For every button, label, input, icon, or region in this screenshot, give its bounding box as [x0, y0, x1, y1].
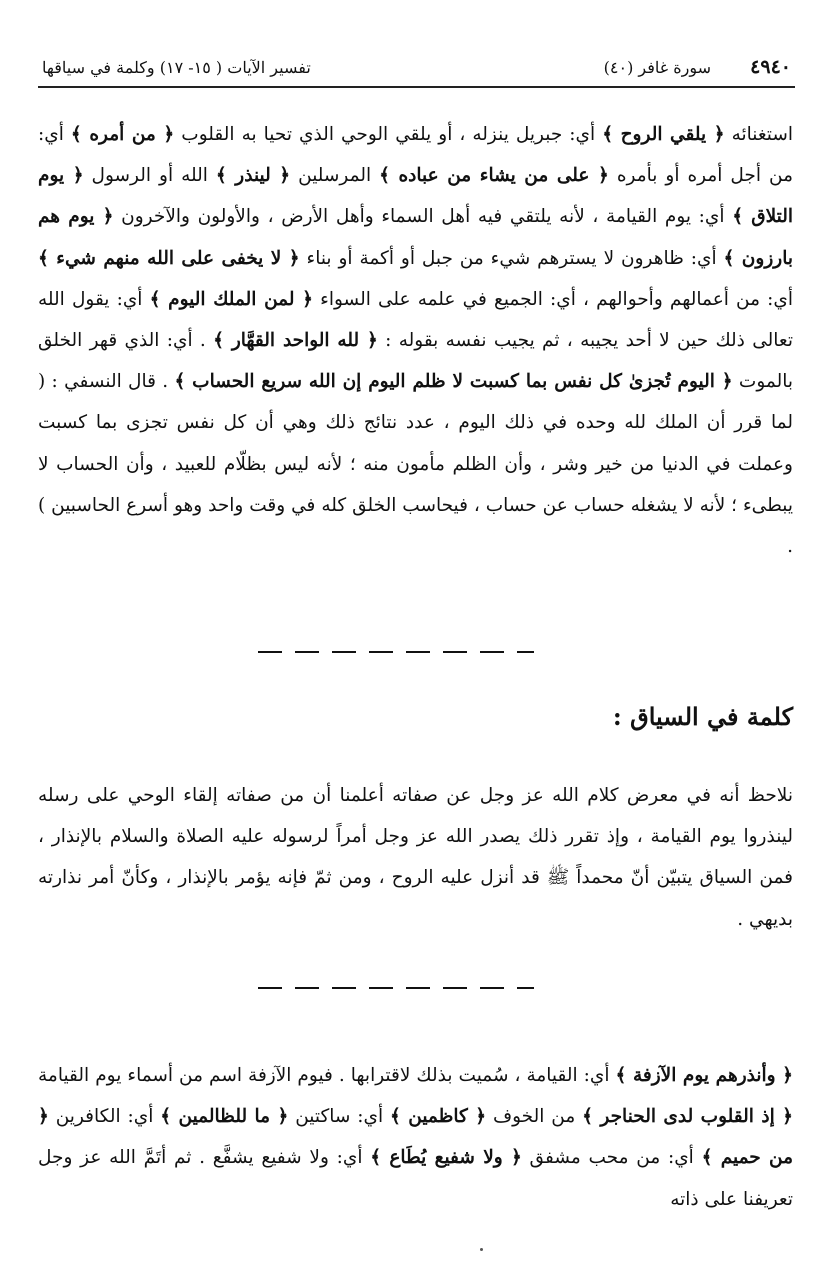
- commentary-text: أي: يوم القيامة ، لأنه يلتقي فيه أهل السماء وأهل الأرض ، والأولون والآخرون: [113, 206, 733, 228]
- section-divider: [258, 651, 534, 653]
- section-heading: كلمة في السياق :: [612, 702, 793, 731]
- quran-quote: ﴿ لا يخفى على الله منهم شيء ﴾: [38, 247, 300, 269]
- commentary-text: استغنائه: [724, 124, 794, 145]
- surah-title: (٤٠) سورة غافر: [603, 58, 711, 77]
- commentary-text: . قال النسفي : ( لما قرر أن الملك لله وحده في ذلك اليوم ، عدد نتائج ذلك وهي أن كل نفس تجزى بما كسبت وعملت في الدنيا من خير وشر ، وأن الظلم مأمون منه ؛ لأنه ليس بظلّام للعبيد ، وأن الحساب لا يبطىء ؛ لأنه لا يشغله حساب عن حساب ، فيحاسب الخلق كله في وقت واحد وهو أسرع الحاسبين ) .: [38, 371, 793, 558]
- page-number: ٤٩٤٠: [750, 56, 791, 78]
- quran-quote: ﴿ ولا شفيع يُطَاع ﴾: [370, 1147, 522, 1169]
- commentary-text: الله أو الرسول: [83, 165, 216, 187]
- quran-quote: ﴿ من أمره ﴾: [70, 124, 175, 145]
- quran-quote: ﴿ ما للظالمين ﴾: [160, 1106, 289, 1128]
- commentary-text: أي: القيامة ، سُميت بذلك لاقترابها . فيوم الآزفة اسم من أسماء يوم القيامة: [38, 1065, 616, 1086]
- quran-quote: ﴿ وأنذرهم يوم الآزفة ﴾: [615, 1065, 793, 1086]
- quran-quote: ﴿ يوم التلاق ﴾: [38, 165, 793, 228]
- quran-quote: ﴿ على من يشاء من عباده ﴾: [379, 165, 609, 187]
- quran-quote: ﴿ يوم هم بارزون ﴾: [38, 206, 793, 269]
- quran-quote: ﴿ كاظمين ﴾: [390, 1106, 487, 1128]
- quran-quote: ﴿ لينذر ﴾: [215, 165, 291, 187]
- quran-quote: ﴿ إذ القلوب لدى الحناجر ﴾: [582, 1106, 793, 1128]
- commentary-text: أي: من أجل أمره أو بأمره: [38, 124, 793, 187]
- commentary-text: أي: ساكتين: [288, 1106, 390, 1128]
- commentary-text: من الخوف: [486, 1106, 583, 1128]
- commentary-text: أي: الكافرين: [48, 1106, 161, 1128]
- commentary-text: . أي: الذي قهر الخلق بالموت: [38, 330, 793, 393]
- section-divider: [258, 987, 534, 989]
- quran-quote: ﴿ لله الواحد القهَّار ﴾: [213, 330, 378, 352]
- tafsir-paragraph-2: [38, 1055, 793, 1220]
- commentary-text: أي: يقول الله تعالى ذلك حين لا أحد يجيبه ، ثم يجيب نفسه بقوله :: [38, 288, 793, 352]
- print-mark: [480, 1248, 483, 1251]
- page-header: [38, 52, 795, 88]
- commentary-text: أي: جبريل ينزله ، أو يلقي الوحي الذي تحيا به القلوب: [174, 124, 603, 145]
- quran-quote: ﴿ من حميم ﴾: [38, 1106, 794, 1169]
- running-title: تفسير الآيات ( ١٥- ١٧) وكلمة في سياقها: [42, 58, 311, 77]
- quran-quote: ﴿ يلقي الروح ﴾: [602, 124, 725, 145]
- tafsir-paragraph-1: [38, 114, 793, 567]
- commentary-text: أي: من محب مشفق: [521, 1147, 702, 1169]
- commentary-text: المرسلين: [290, 165, 380, 187]
- quran-quote: ﴿ اليوم تُجزىٰ كل نفس بما كسبت لا ظلم اليوم إن الله سريع الحساب ﴾: [174, 371, 733, 393]
- commentary-text: أي: من أعمالهم وأحوالهم ، أي: الجميع في علمه على السواء: [313, 288, 793, 310]
- commentary-text: أي: ولا شفيع يشفَّع . ثم أتَمَّ الله عز وجل تعريفنا على ذاته: [38, 1147, 793, 1210]
- quran-quote: ﴿ لمن الملك اليوم ﴾: [149, 288, 314, 310]
- commentary-text: أي: ظاهرون لا يسترهم شيء من جبل أو أكمة أو بناء: [299, 247, 724, 269]
- context-paragraph: نلاحظ أنه في معرض كلام الله عز وجل عن صفاته أعلمنا أن من صفاته إلقاء الوحي على رسله لينذروا يوم القيامة ، وإذ تقرر ذلك يصدر الله عز وجل أمراً لرسوله عليه الصلاة والسلام بالإنذار ، فمن السياق يتبيّن أنّ محمداً ﷺ قد أنزل عليه الروح ، ومن ثمّ فإنه يؤمر بالإنذار ، وكأنّ أمر نذارته بديهي .: [38, 785, 793, 930]
